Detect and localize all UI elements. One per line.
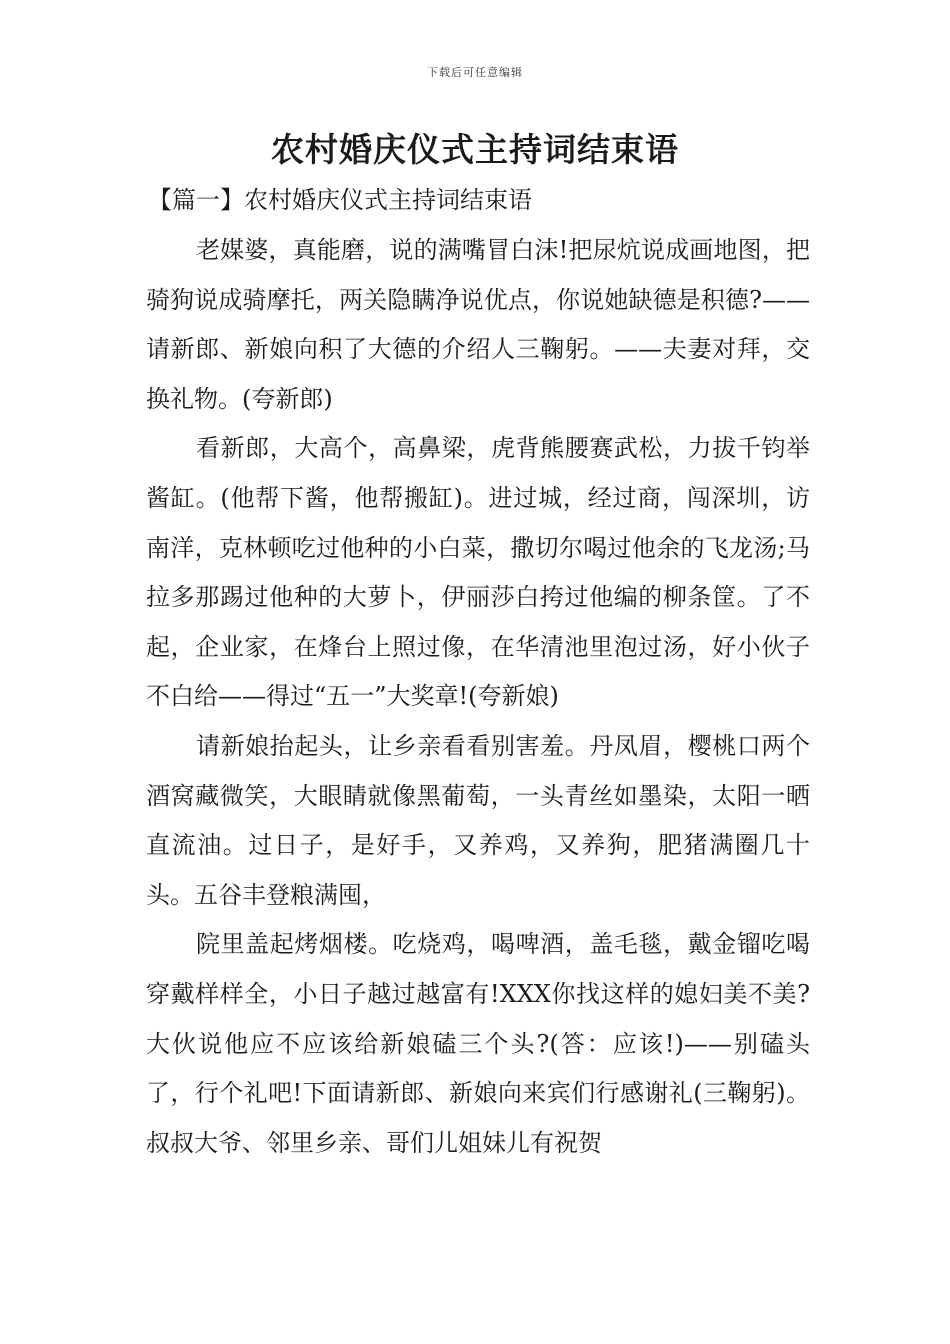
paragraph: 看新郎，大高个，高鼻梁，虎背熊腰赛武松，力拔千钧举酱缸。(他帮下酱，他帮搬缸)。进过城，经过商，闯深圳，访南洋，克林顿吃过他种的小白菜，撒切尔喝过他余的飞龙汤;马拉多那踢过他种的大萝卜，伊丽莎白挎过他编的柳条筐。了不起，企业家，在烽台上照过像，在华清池里泡过汤，好小伙子不白给——得过“五一”大奖章!(夸新娘) — [146, 434, 810, 711]
header-note: 下载后可任意编辑 — [427, 66, 523, 79]
paragraph: 请新娘抬起头，让乡亲看看别害羞。丹凤眉，樱桃口两个酒窝藏微笑，大眼睛就像黑葡萄，一头青丝如墨染，太阳一晒直流油。过日子，是好手，又养鸡，又养狗，肥猪满圈几十头。五谷丰登粮满囤， — [146, 731, 810, 909]
paragraph: 老媒婆，真能磨，说的满嘴冒白沫!把尿炕说成画地图，把骑狗说成骑摩托，两关隐瞒净说优点，你说她缺德是积德?——请新郎、新娘向积了大德的介绍人三鞠躬。——夫妻对拜，交换礼物。(夸新郎) — [146, 236, 810, 413]
document-title: 农村婚庆仪式主持词结束语 — [271, 130, 679, 169]
paragraph: 院里盖起烤烟楼。吃烧鸡，喝啤酒，盖毛毯，戴金镏吃喝穿戴样样全，小日子越过越富有!XXX你找这样的媳妇美不美?大伙说他应不应该给新娘磕三个头?(答：应该!)——别磕头了，行个礼吧!下面请新郎、新娘向来宾们行感谢礼(三鞠躬)。叔叔大爷、邻里乡亲、哥们儿姐妹儿有祝贺 — [146, 930, 810, 1157]
section-heading: 【篇一】农村婚庆仪式主持词结束语 — [148, 186, 532, 214]
document-body — [146, 226, 810, 1168]
